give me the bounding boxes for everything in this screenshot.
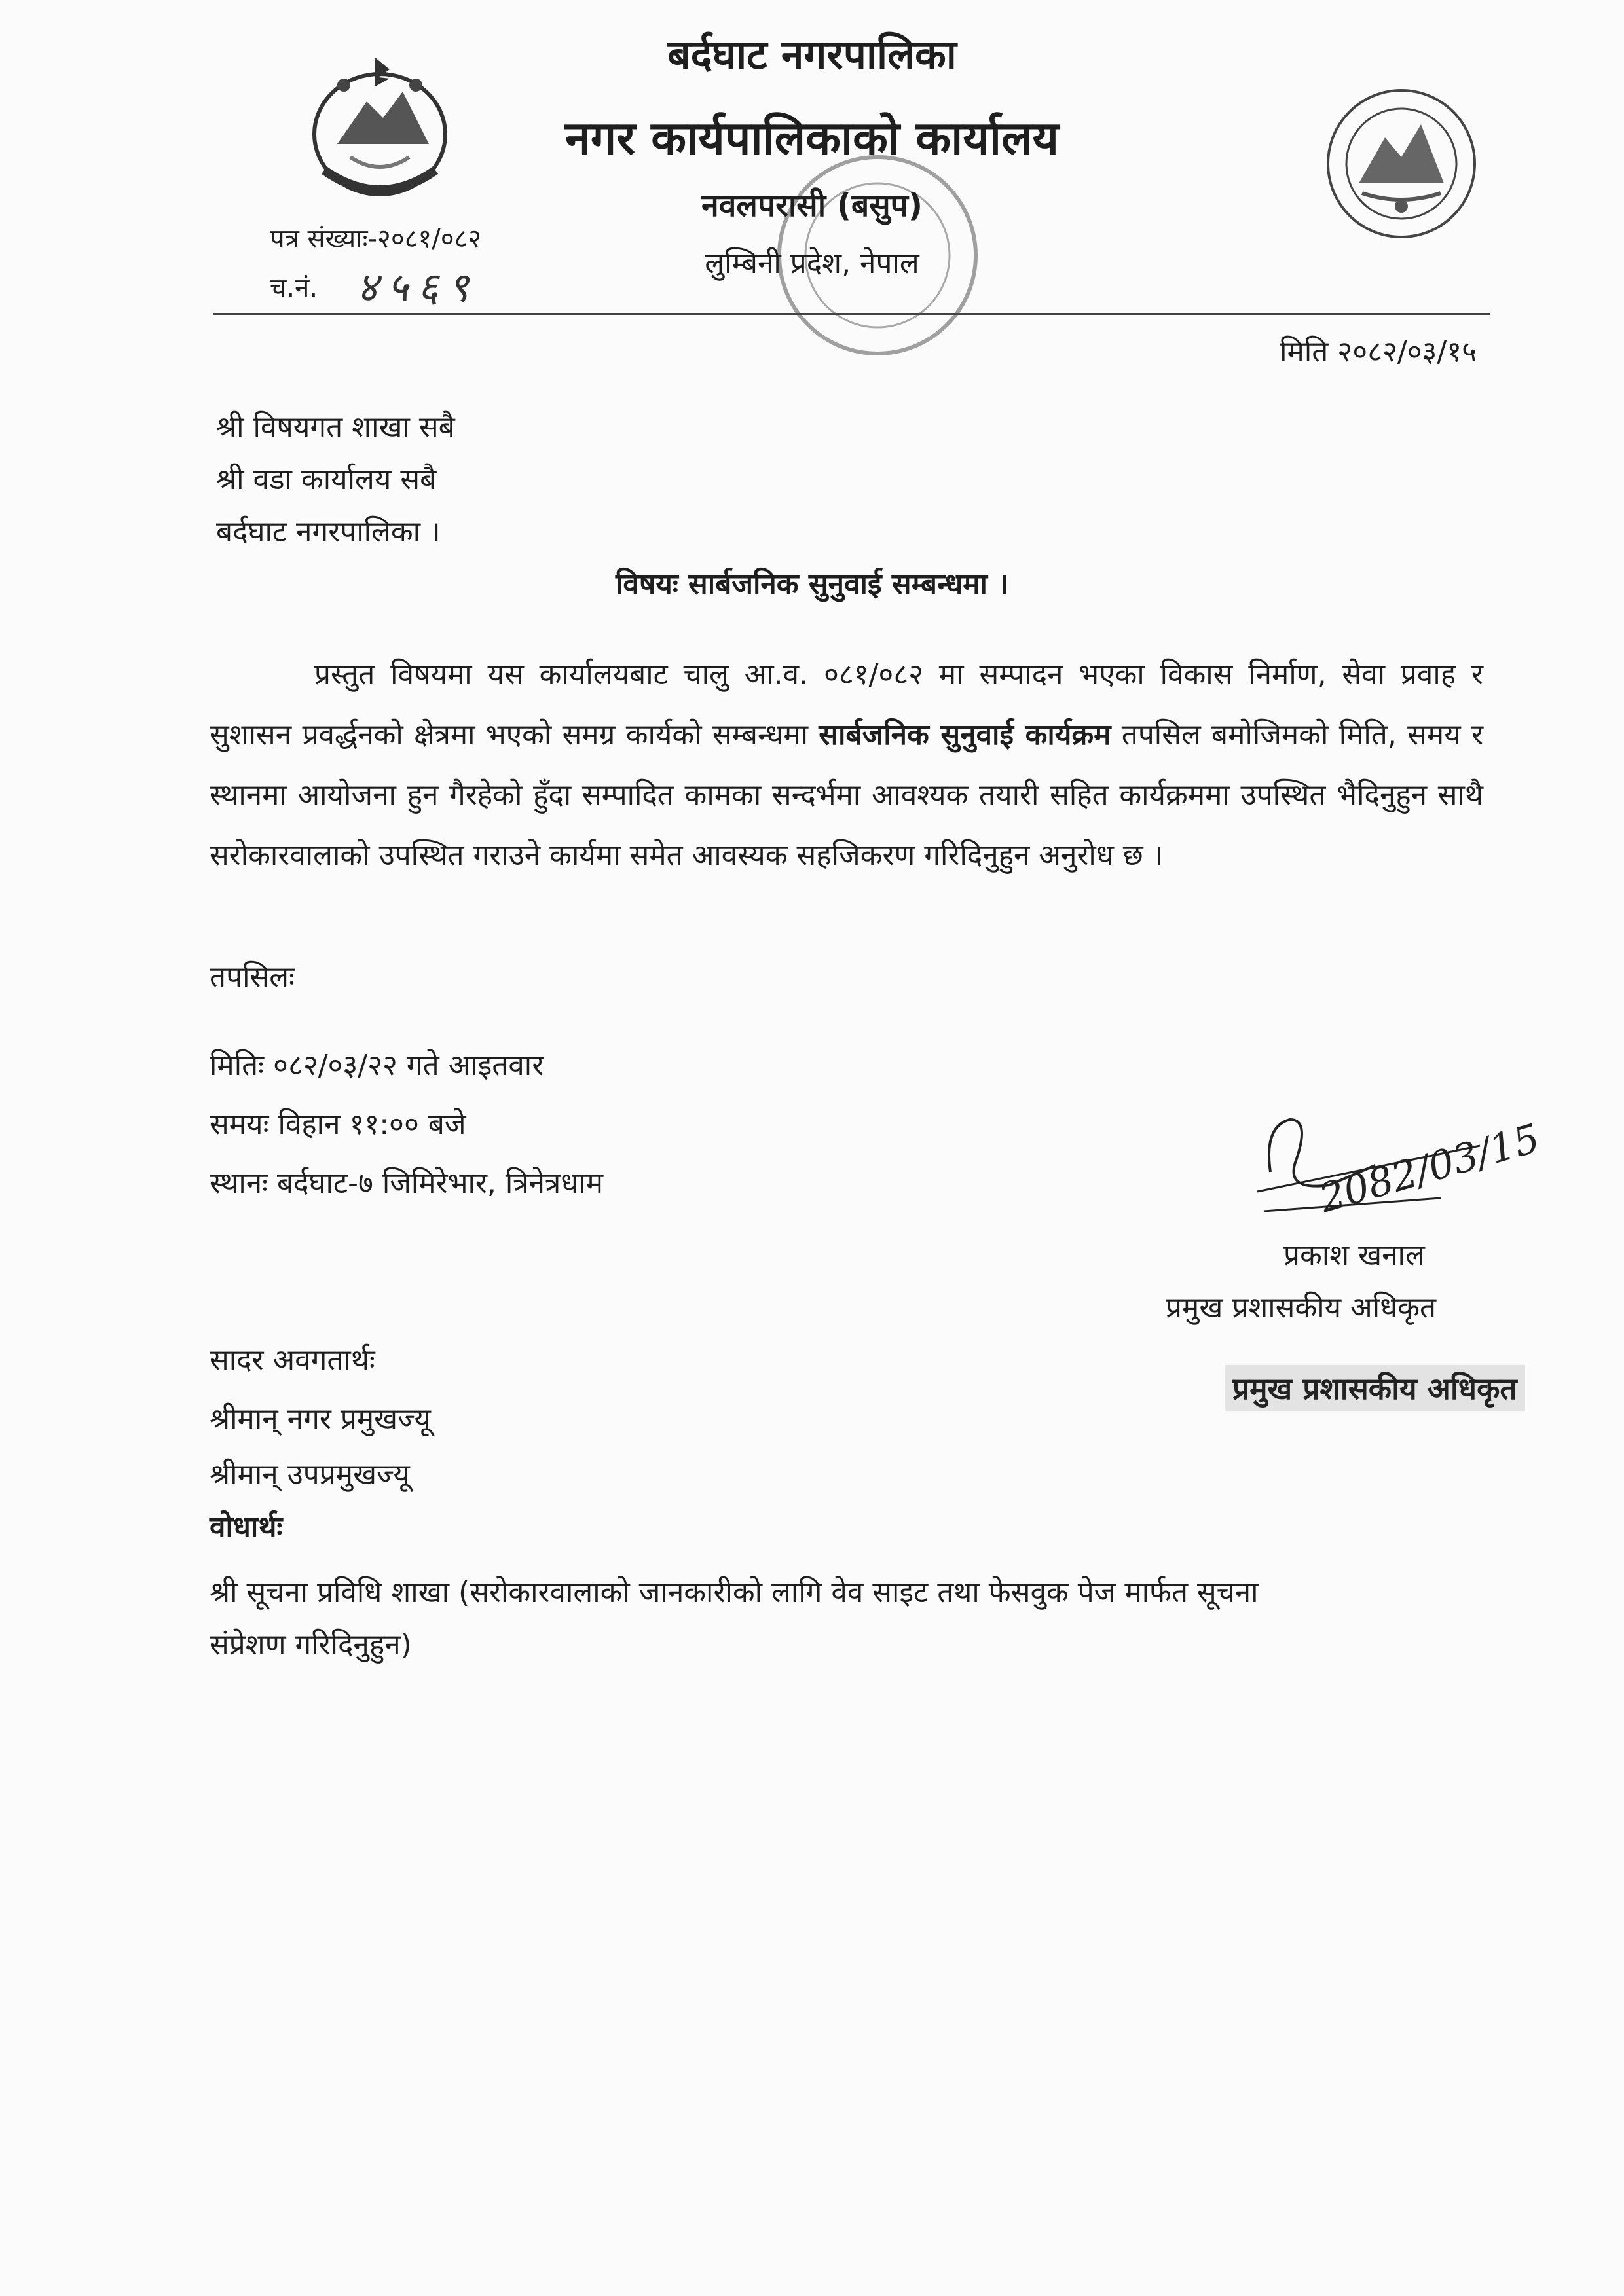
addressee-line-1: श्री विषयगत शाखा सबै <box>216 410 455 444</box>
info-line-2: संप्रेशण गरिदिनुहुन) <box>210 1628 412 1662</box>
cc-heading: सादर अवगतार्थः <box>210 1343 375 1377</box>
body-text-bold: सार्बजनिक सुनुवाई कार्यक्रम <box>819 718 1111 752</box>
event-date: मितिः ०८२/०३/२२ गते आइतवार <box>210 1049 544 1082</box>
cc-item-2: श्रीमान् उपप्रमुखज्यू <box>210 1458 410 1491</box>
header-divider <box>213 313 1490 315</box>
signatory-name: प्रकाश खनाल <box>1283 1239 1425 1272</box>
body-paragraph <box>210 645 1483 886</box>
letter-date: मिति २०८२/०३/१५ <box>1280 335 1477 369</box>
cc-item-1: श्रीमान् नगर प्रमुखज्यू <box>210 1402 431 1436</box>
handwritten-date: 2082/03/15 <box>1314 1115 1545 1222</box>
letter-subject: विषयः सार्बजनिक सुनुवाई सम्बन्धमा । <box>616 568 1008 601</box>
letter-number: पत्र संख्याः-२०८१/०८२ <box>270 224 482 254</box>
signatory-title: प्रमुख प्रशासकीय अधिकृत <box>1166 1291 1437 1324</box>
event-time: समयः विहान ११:०० बजे <box>210 1108 466 1141</box>
info-line-1: श्री सूचना प्रविधि शाखा (सरोकारवालाको जानकारीको लागि वेव साइट तथा फेसवुक पेज मार्फत सूचना <box>210 1576 1259 1609</box>
title-stamp: प्रमुख प्रशासकीय अधिकृत <box>1225 1365 1525 1411</box>
municipality-name: बर्दघाट नगरपालिका <box>667 31 957 79</box>
province-name: लुम्बिनी प्रदेश, नेपाल <box>705 247 919 280</box>
event-place: स्थानः बर्दघाट-७ जिमिरेभार, त्रिनेत्रधाम <box>210 1167 604 1200</box>
dispatch-number: ४५६९ <box>357 263 478 311</box>
office-name: नगर कार्यपालिकाको कार्यालय <box>564 111 1060 165</box>
body-text-1: प्रस्तुत विषयमा यस कार्यालयबाट चालु आ.व. ०८१/०८२ मा सम्पादन भएका विकास निर्माण, सेवा प्रवाह र सुशासन प्रवर्द्धनको क्षेत्रमा भएको समग्र कार्यको सम्बन्धमा <box>210 658 1483 752</box>
district-name: नवलपरासी (बसुप) <box>701 187 923 224</box>
body-text-2: तपसिल बमोजिमको मिति, समय र स्थानमा आयोजना हुन गैरहेको हुँदा सम्पादित कामका सन्दर्भमा आवश्यक तयारी सहित कार्यक्रममा उपस्थित भैदिनुहुन साथै सरोकारवालाको उपस्थित गराउने कार्यमा समेत आवस्यक सहजिकरण गरिदिनुहुन अनुरोध छ । <box>210 718 1483 872</box>
addressee-line-3: बर्दघाट नगरपालिका । <box>216 515 441 549</box>
dispatch-label: च.नं. <box>270 273 318 303</box>
details-heading: तपसिलः <box>210 960 295 994</box>
addressee-line-2: श्री वडा कार्यालय सबै <box>216 463 437 496</box>
info-heading: वोधार्थः <box>210 1510 283 1544</box>
